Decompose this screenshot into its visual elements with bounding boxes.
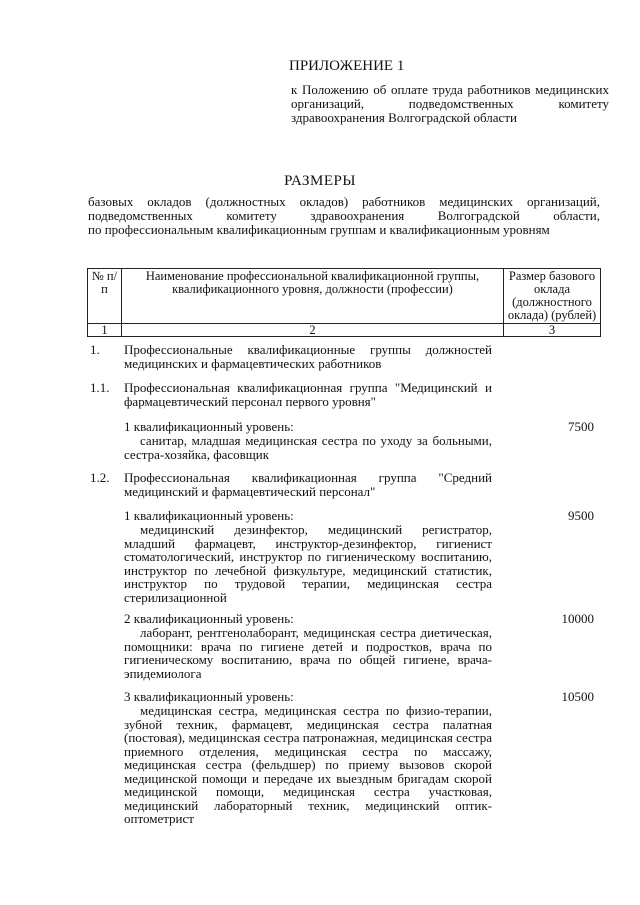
document-title: РАЗМЕРЫ (284, 173, 356, 189)
salary-value: 10000 (561, 611, 594, 626)
row-number: 1.2. (90, 470, 110, 485)
qualification-level: 1 квалификационный уровень: (124, 508, 294, 523)
appendix-subtitle: к Положению об оплате труда работников медицинских организаций, подведомственных комитету здравоохранения Волгоградской области (291, 82, 609, 125)
positions-text: лаборант, рентгенолаборант, медицинская сестра диетическая, помощники: врача по гигиене детей и подростков, врача по гигиеническому воспитанию, врача по общей гигиене, врача-эпидемиолога (124, 625, 492, 681)
group-title: Профессиональная квалификационная группа "Средний медицинский и фармацевтический персонал" (124, 470, 492, 499)
positions-text: медицинская сестра, медицинская сестра по физио-терапии, зубной техник, фармацевт, медицинская сестра палатная (постовая), медицинская сестра патронажная, медицинская сестра приемного отделения, медицинская сестра по массажу, медицинская сестра (фельдшер) по приему вызовов скорой медицинской помощи и передаче их выездным бригадам скорой медицинской помощи, медицинская сестра участковая, медицинский лабораторный техник, медицинский оптик-оптометрист (124, 703, 492, 826)
positions-list (124, 434, 492, 461)
qualification-level: 2 квалификационный уровень: (124, 611, 294, 626)
header-salary: Размер базового оклада (должностного оклада) (рублей) (504, 269, 601, 324)
row-number: 1. (90, 342, 100, 357)
positions-text: медицинский дезинфектор, медицинский регистратор, младший фармацевт, инструктор-дезинфектор, гигиенист стоматологический, инструктор по гигиеническому воспитанию, инструктор по лечебной физкультуре, медицинский статистик, инструктор по трудовой терапии, медицинская сестра стерилизационной (124, 522, 492, 605)
column-number: 2 (121, 324, 503, 337)
salary-table-header (87, 268, 601, 337)
table-header-row (88, 269, 601, 324)
positions-text: санитар, младшая медицинская сестра по уходу за больными, сестра-хозяйка, фасовщик (124, 433, 492, 462)
qualification-level: 1 квалификационный уровень: (124, 419, 294, 434)
positions-list (124, 704, 492, 826)
row-number: 1.1. (90, 380, 110, 395)
qualification-level: 3 квалификационный уровень: (124, 689, 294, 704)
positions-list (124, 626, 492, 680)
subtitle-line: базовых окладов (должностных окладов) работников медицинских организаций, (88, 194, 600, 209)
header-number: № п/п (88, 269, 122, 324)
group-title: Профессиональная квалификационная группа "Медицинский и фармацевтический персонал первого уровня" (124, 380, 492, 409)
document-subtitle (88, 195, 600, 237)
appendix-title: ПРИЛОЖЕНИЕ 1 (289, 58, 405, 74)
column-number: 1 (88, 324, 122, 337)
subtitle-line: подведомственных комитету здравоохранения Волгоградской области, (88, 208, 600, 223)
salary-value: 10500 (561, 689, 594, 704)
column-number-row (88, 324, 601, 337)
positions-list (124, 523, 492, 604)
salary-value: 7500 (568, 419, 594, 434)
column-number: 3 (504, 324, 601, 337)
salary-value: 9500 (568, 508, 594, 523)
subtitle-line: по профессиональным квалификационным группам и квалификационным уровням (88, 222, 550, 237)
group-title: Профессиональные квалификационные группы должностей медицинских и фармацевтических работников (124, 342, 492, 371)
header-name: Наименование профессиональной квалификационной группы, квалификационного уровня, должности (профессии) (121, 269, 503, 324)
